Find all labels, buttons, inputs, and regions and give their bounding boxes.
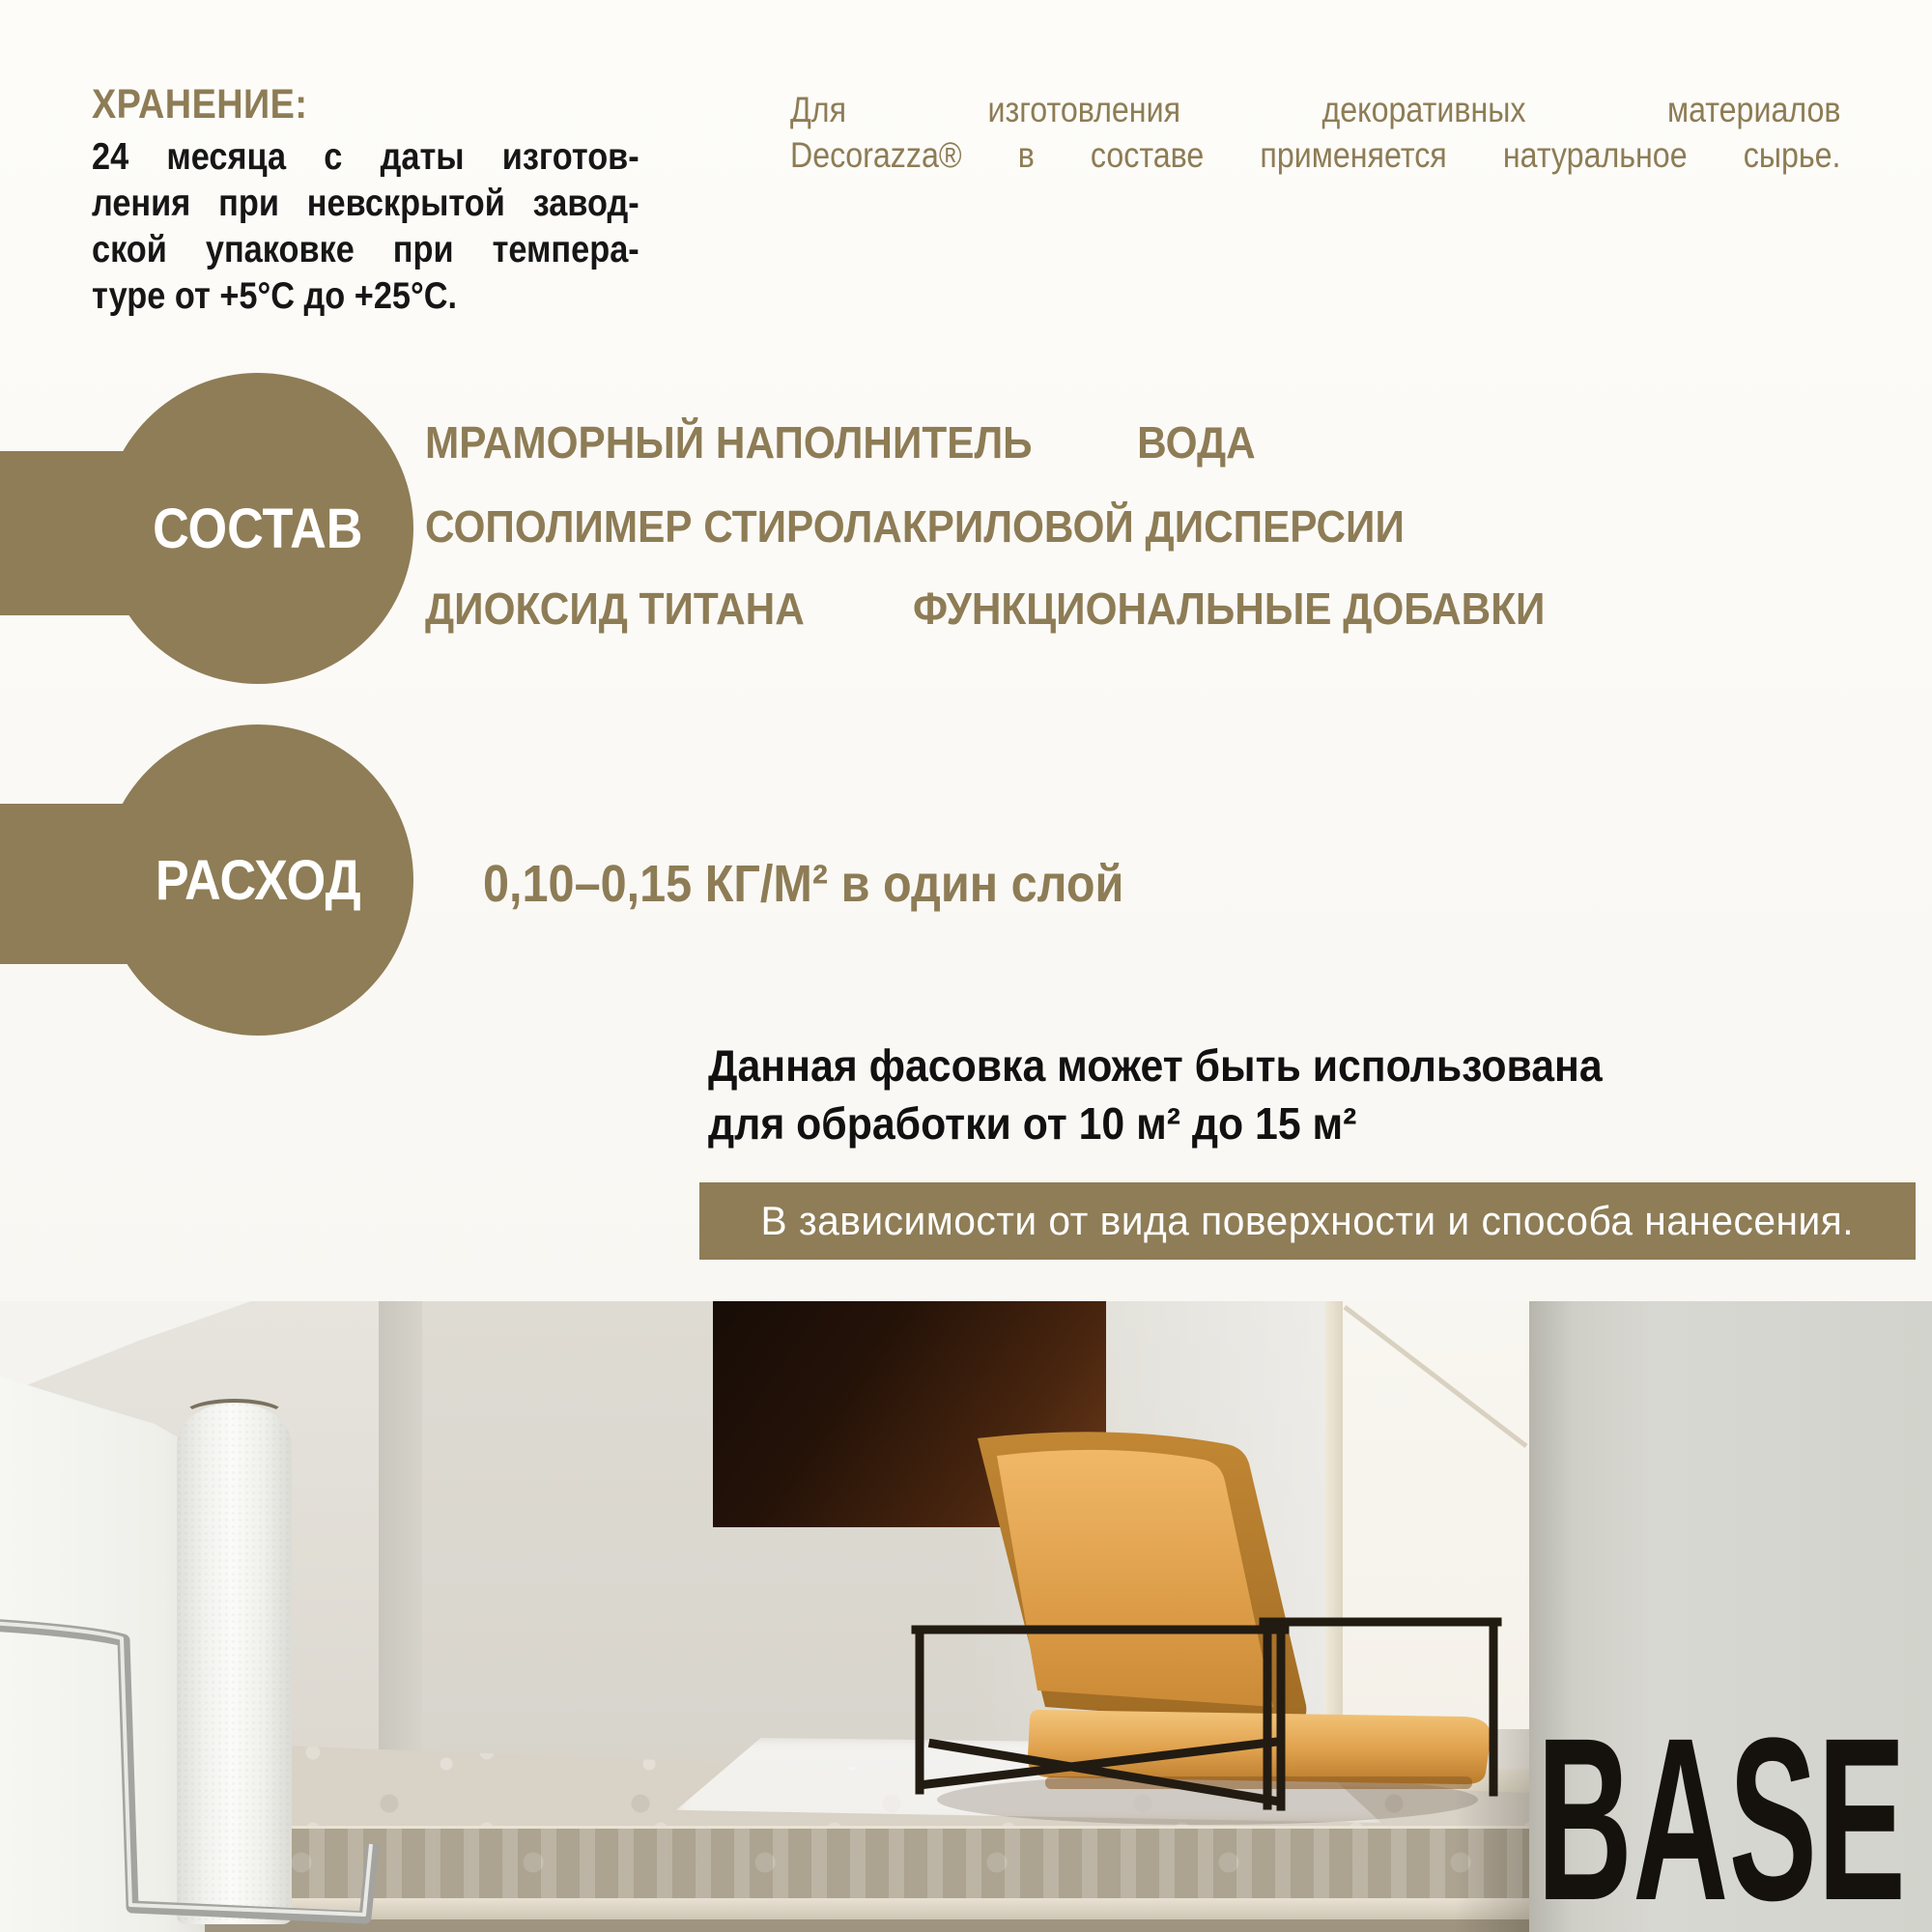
- coverage-section: [708, 1037, 1603, 1152]
- coverage-text-line: для обработки от 10 м² до 15 м²: [708, 1098, 1357, 1149]
- intro-section: [790, 87, 1841, 178]
- composition-row: [425, 417, 1256, 468]
- spacer: [805, 583, 913, 634]
- storage-text-line: туре от +5°С до +25°С.: [92, 275, 458, 317]
- composition-item: ДИОКСИД ТИТАНА: [425, 583, 805, 634]
- consumption-value: 0,10–0,15 КГ/М² в один слой: [483, 855, 1124, 913]
- fresh-paint-patch: [0, 1377, 205, 1932]
- chair-seat-base: [1045, 1776, 1472, 1789]
- intro-text-line: Для изготовления декоративных материалов: [790, 90, 1841, 129]
- interior-photo: [0, 1301, 1932, 1932]
- composition-badge: [102, 373, 413, 684]
- storage-text-line: 24 месяца с даты изготов-: [92, 136, 639, 178]
- storage-text-line: ления при невскрытой завод-: [92, 183, 639, 224]
- composition-item: ФУНКЦИОНАЛЬНЫЕ ДОБАВКИ: [913, 583, 1546, 634]
- spacer: [1033, 417, 1138, 468]
- composition-item: ВОДА: [1137, 417, 1256, 468]
- coverage-text-line: Данная фасовка может быть использована: [708, 1040, 1603, 1091]
- composition-row: [425, 501, 1405, 552]
- note-text: В зависимости от вида поверхности и способа нанесения.: [760, 1198, 1855, 1243]
- composition-item: СОПОЛИМЕР СТИРОЛАКРИЛОВОЙ ДИСПЕРСИИ: [425, 501, 1405, 552]
- storage-heading: ХРАНЕНИЕ:: [92, 81, 308, 128]
- intro-text-line: Decorazza® в составе применяется натуральное сырье.: [790, 135, 1841, 175]
- consumption-badge-label: РАСХОД: [155, 848, 361, 912]
- paint-roller: [177, 1403, 292, 1924]
- storage-text-line: ской упаковке при темпера-: [92, 229, 639, 270]
- paint-roller-rim: [182, 1399, 287, 1434]
- base-label: BASE: [1537, 1690, 1907, 1932]
- note-banner: [699, 1182, 1916, 1260]
- composition-item: МРАМОРНЫЙ НАПОЛНИТЕЛЬ: [425, 417, 1033, 468]
- composition-row: [425, 583, 1545, 634]
- storage-section: [92, 81, 639, 320]
- consumption-badge: [102, 724, 413, 1036]
- composition-badge-label: СОСТАВ: [153, 497, 363, 560]
